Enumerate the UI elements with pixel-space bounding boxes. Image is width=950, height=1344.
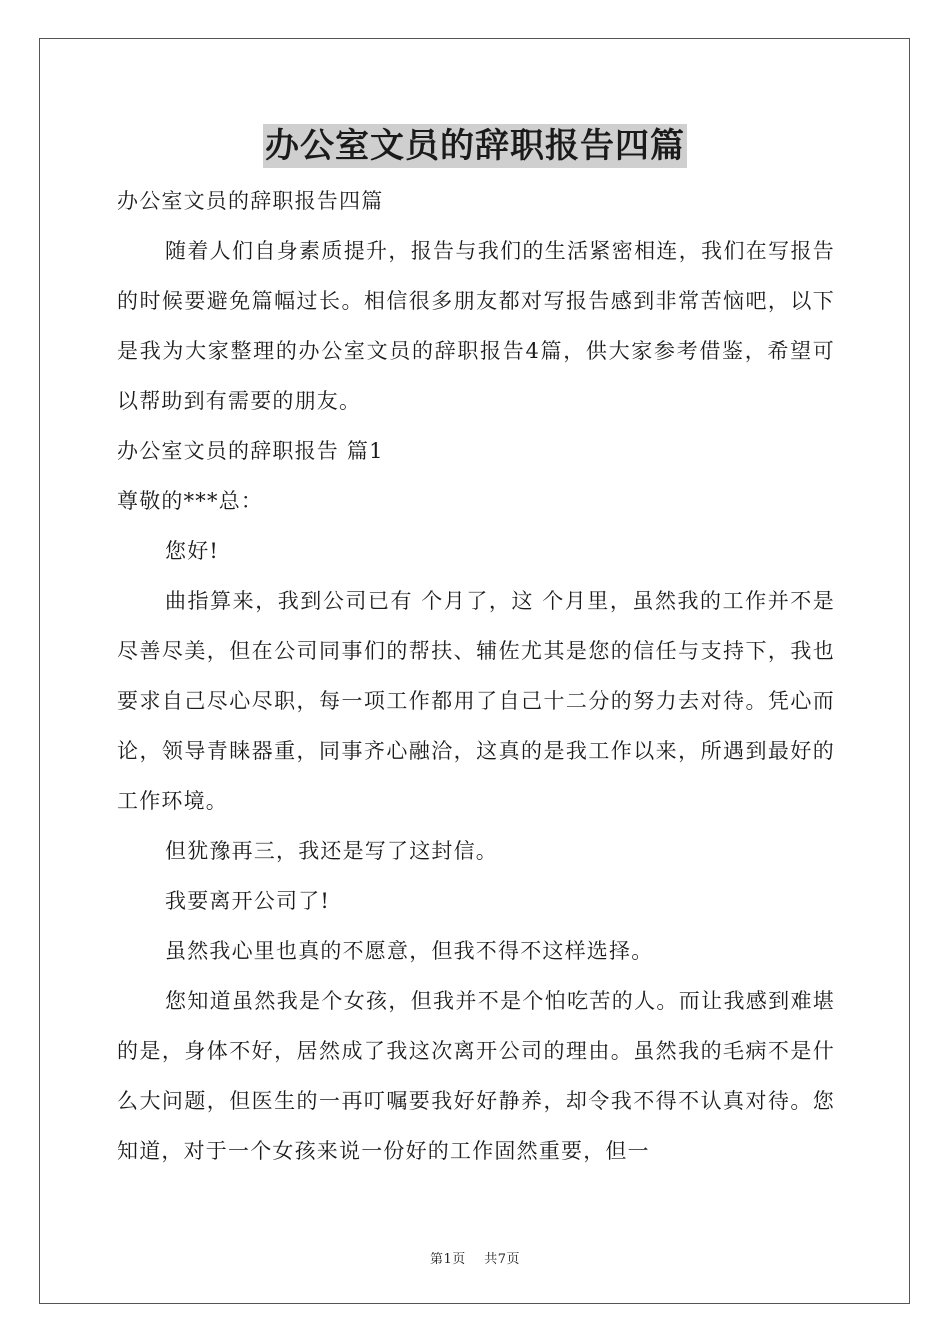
- document-body: [117, 176, 835, 1176]
- document-title: 办公室文员的辞职报告四篇: [265, 126, 685, 166]
- page-number: 第1页: [429, 1252, 466, 1267]
- paragraph: 随着人们自身素质提升，报告与我们的生活紧密相连，我们在写报告的时候要避免篇幅过长。相信很多朋友都对写报告感到非常苦恼吧，以下是我为大家整理的办公室文员的辞职报告4篇，供大家参考借鉴，希望可以帮助到有需要的朋友。: [117, 239, 835, 413]
- paragraph: 您好!: [165, 539, 220, 563]
- page-footer: [0, 1248, 950, 1267]
- paragraph: 办公室文员的辞职报告四篇: [117, 189, 384, 213]
- page-total: 共7页: [484, 1252, 521, 1267]
- paragraph: 我要离开公司了!: [165, 889, 331, 913]
- paragraph: 办公室文员的辞职报告 篇1: [117, 439, 384, 463]
- paragraph: 尊敬的***总：: [117, 489, 264, 513]
- title-container: [0, 124, 950, 168]
- paragraph: 虽然我心里也真的不愿意，但我不得不这样选择。: [165, 939, 654, 963]
- paragraph: 但犹豫再三，我还是写了这封信。: [165, 839, 498, 863]
- paragraph: 您知道虽然我是个女孩，但我并不是个怕吃苦的人。而让我感到难堪的是，身体不好，居然成了我这次离开公司的理由。虽然我的毛病不是什么大问题，但医生的一再叮嘱要我好好静养，却令我不得不认真对待。您知道，对于一个女孩来说一份好的工作固然重要，但一: [117, 989, 835, 1163]
- paragraph: 曲指算来，我到公司已有 个月了，这 个月里，虽然我的工作并不是尽善尽美，但在公司同事们的帮扶、辅佐尤其是您的信任与支持下，我也要求自己尽心尽职，每一项工作都用了自己十二分的努力去对待。凭心而论，领导青睐器重，同事齐心融洽，这真的是我工作以来，所遇到最好的工作环境。: [117, 589, 835, 813]
